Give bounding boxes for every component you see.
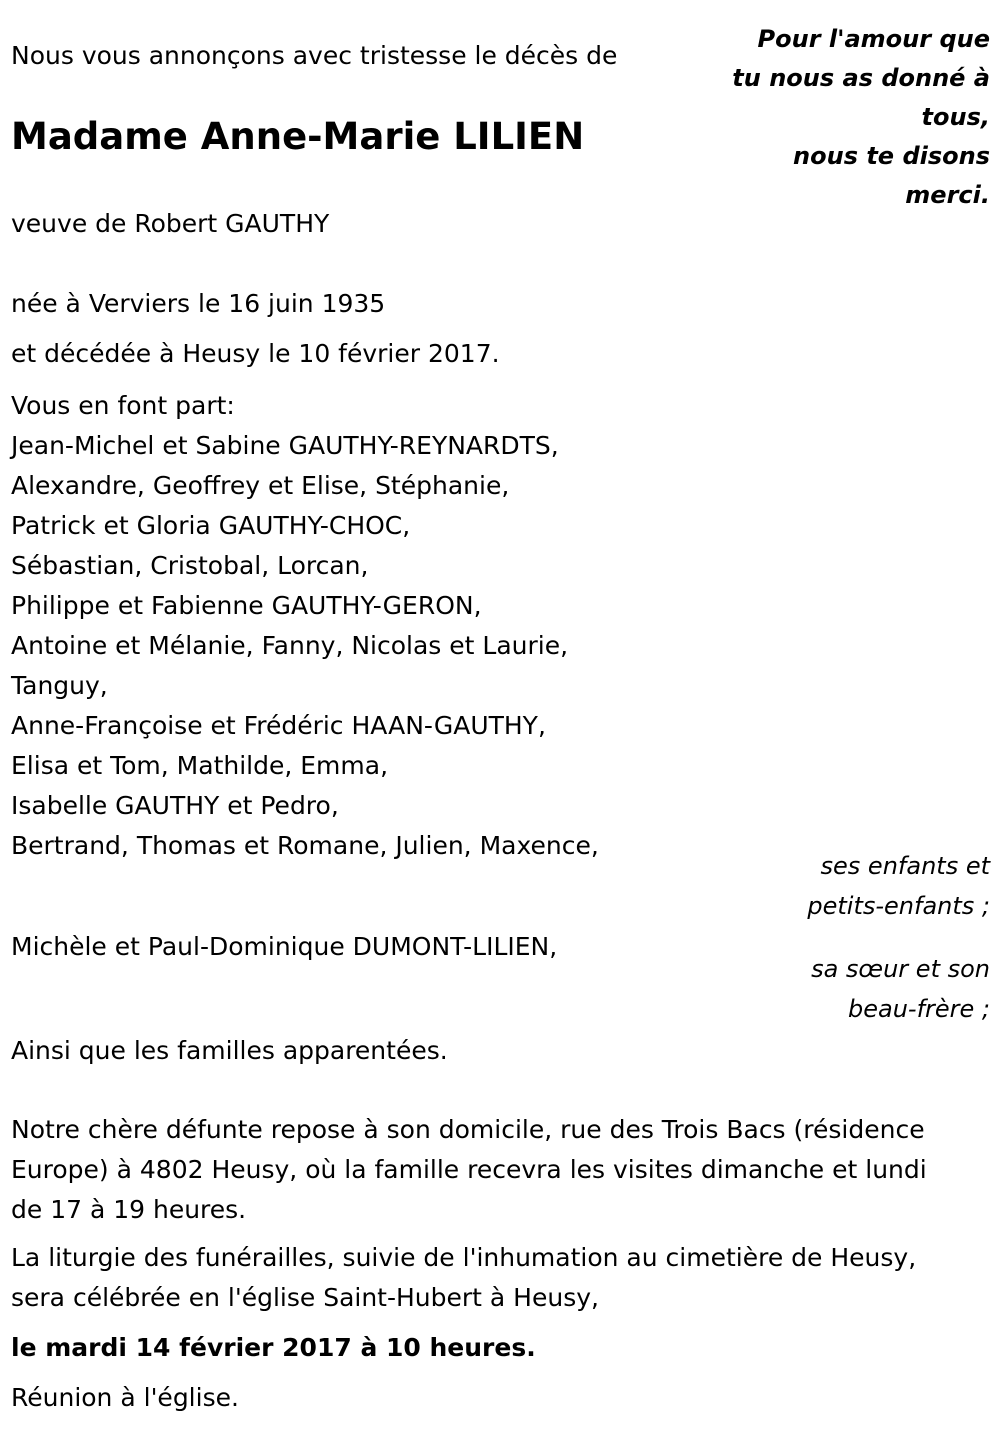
- sister-line: Michèle et Paul-Dominique DUMONT-LILIEN,: [11, 932, 558, 961]
- deceased-name: Madame Anne-Marie LILIEN: [11, 115, 585, 158]
- quote-line: merci.: [905, 181, 990, 209]
- family-line: Bertrand, Thomas et Romane, Julien, Maxence,: [11, 831, 599, 860]
- family-line: Antoine et Mélanie, Fanny, Nicolas et Laurie,: [11, 631, 569, 660]
- repose-paragraph: [11, 1110, 927, 1230]
- family-line: Alexandre, Geoffrey et Elise, Stéphanie,: [11, 471, 510, 500]
- family-line: Isabelle GAUTHY et Pedro,: [11, 791, 339, 820]
- repose-line: Notre chère défunte repose à son domicile, rue des Trois Bacs (résidence: [11, 1115, 925, 1144]
- family-line: Anne-Françoise et Frédéric HAAN-GAUTHY,: [11, 711, 546, 740]
- relation-line: sa sœur et son: [811, 955, 990, 983]
- relation-line: petits-enfants ;: [807, 892, 990, 920]
- announcement-intro: Nous vous annonçons avec tristesse le décès de: [11, 41, 618, 70]
- relation-line: beau-frère ;: [847, 995, 990, 1023]
- funeral-date: le mardi 14 février 2017 à 10 heures.: [11, 1333, 536, 1362]
- liturgy-line: sera célébrée en l'église Saint-Hubert à Heusy,: [11, 1283, 599, 1312]
- quote-line: tous,: [921, 103, 990, 131]
- repose-line: de 17 à 19 heures.: [11, 1195, 247, 1224]
- family-line: Patrick et Gloria GAUTHY-CHOC,: [11, 511, 411, 540]
- widow-of: veuve de Robert GAUTHY: [11, 209, 330, 238]
- liturgy-paragraph: [11, 1238, 916, 1318]
- related-families: Ainsi que les familles apparentées.: [11, 1036, 448, 1065]
- family-line: Philippe et Fabienne GAUTHY-GERON,: [11, 591, 482, 620]
- family-line: Jean-Michel et Sabine GAUTHY-REYNARDTS,: [11, 431, 559, 460]
- quote-line: nous te disons: [793, 142, 990, 170]
- repose-line: Europe) à 4802 Heusy, où la famille recevra les visites dimanche et lundi: [11, 1155, 927, 1184]
- family-line: Elisa et Tom, Mathilde, Emma,: [11, 751, 389, 780]
- liturgy-line: La liturgie des funérailles, suivie de l'inhumation au cimetière de Heusy,: [11, 1243, 917, 1272]
- sister-relation: [811, 949, 990, 1029]
- quote-line: tu nous as donné à: [732, 64, 990, 92]
- children-relation: [807, 846, 990, 926]
- memorial-quote: [732, 20, 990, 215]
- relation-line: ses enfants et: [820, 852, 990, 880]
- family-line: Sébastian, Cristobal, Lorcan,: [11, 551, 369, 580]
- family-line: Tanguy,: [11, 671, 108, 700]
- birth-line: née à Verviers le 16 juin 1935: [11, 289, 386, 318]
- quote-line: Pour l'amour que: [757, 25, 990, 53]
- family-list: [11, 386, 599, 866]
- reunion-note: Réunion à l'église.: [11, 1383, 239, 1412]
- family-intro: Vous en font part:: [11, 391, 235, 420]
- death-line: et décédée à Heusy le 10 février 2017.: [11, 339, 500, 368]
